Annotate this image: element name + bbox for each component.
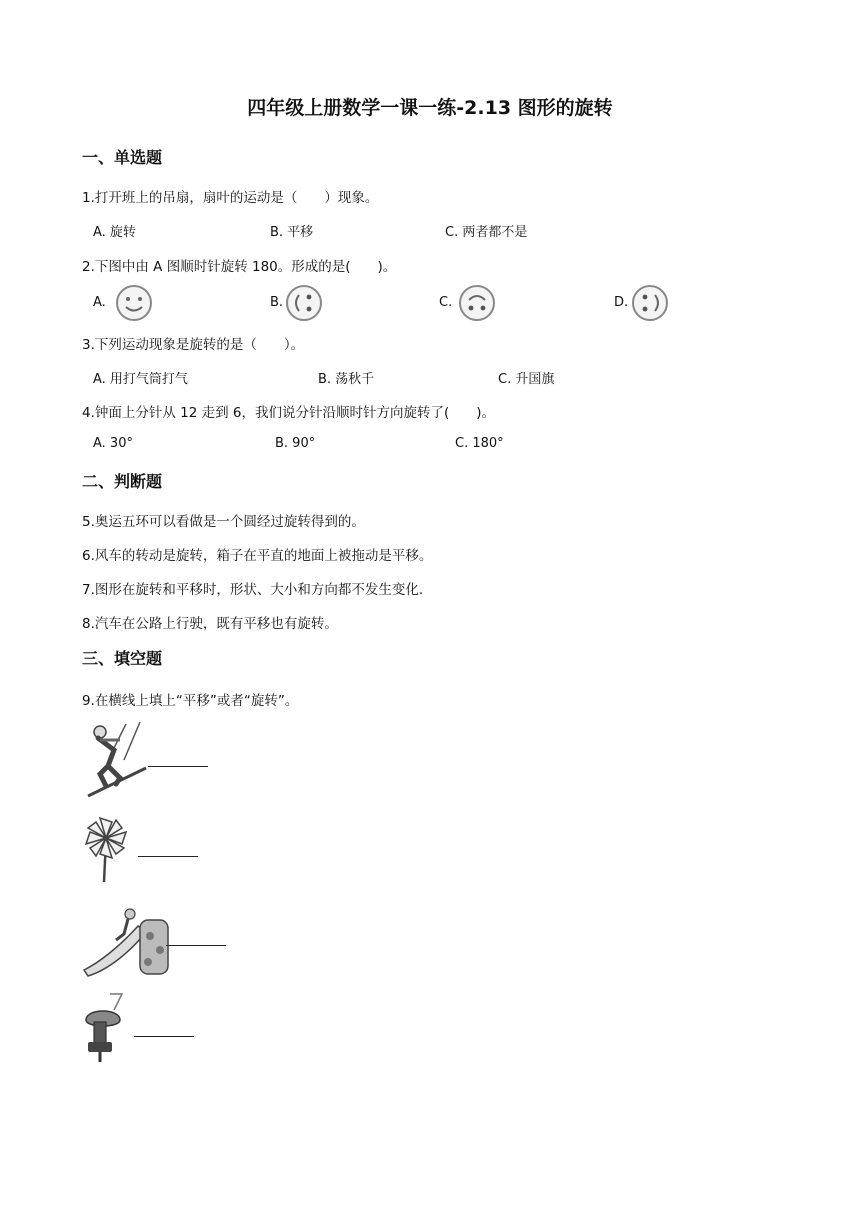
page-title: 四年级上册数学一课一练-2.13 图形的旋转 bbox=[247, 97, 613, 119]
answer-blank-pinwheel[interactable] bbox=[138, 856, 198, 857]
q2-option-c: C. bbox=[439, 295, 453, 310]
smiley-face-icon bbox=[114, 283, 154, 323]
answer-blank-pump[interactable] bbox=[134, 1036, 194, 1037]
q3-option-c: C. 升国旗 bbox=[498, 372, 555, 387]
section-heading-single-choice: 一、单选题 bbox=[82, 148, 163, 167]
smiley-face-icon bbox=[457, 283, 497, 323]
q4-option-b: B. 90° bbox=[275, 436, 316, 451]
question-2: 2.下图中由 A 图顺时针旋转 180。形成的是( )。 bbox=[82, 259, 397, 275]
q2-option-a: A. bbox=[93, 295, 106, 310]
q1-option-c: C. 两者都不是 bbox=[445, 225, 528, 240]
question-4: 4.钟面上分针从 12 走到 6，我们说分针沿顺时针方向旋转了( )。 bbox=[82, 405, 496, 421]
question-9: 9.在横线上填上“平移”或者“旋转”。 bbox=[82, 693, 299, 709]
question-3: 3.下列运动现象是旋转的是（ ）。 bbox=[82, 337, 305, 353]
q4-option-a: A. 30° bbox=[93, 436, 133, 451]
q1-option-a: A. 旋转 bbox=[93, 225, 136, 240]
answer-blank-slide[interactable] bbox=[166, 945, 226, 946]
q3-option-b: B. 荡秋千 bbox=[318, 372, 375, 387]
section-heading-fill-blank: 三、填空题 bbox=[82, 649, 163, 668]
question-1: 1.打开班上的吊扇，扇叶的运动是（ ）现象。 bbox=[82, 190, 379, 206]
question-8: 8.汽车在公路上行驶，既有平移也有旋转。 bbox=[82, 616, 338, 632]
pinwheel-icon bbox=[80, 810, 136, 884]
question-7: 7.图形在旋转和平移时，形状、大小和方向都不发生变化. bbox=[82, 582, 424, 598]
q3-option-a: A. 用打气筒打气 bbox=[93, 372, 188, 387]
q1-option-b: B. 平移 bbox=[270, 225, 314, 240]
pump-icon bbox=[80, 992, 134, 1064]
question-6: 6.风车的转动是旋转，箱子在平直的地面上被拖动是平移。 bbox=[82, 548, 433, 564]
skier-icon bbox=[80, 716, 150, 800]
section-heading-true-false: 二、判断题 bbox=[82, 472, 163, 491]
slide-icon bbox=[80, 904, 176, 978]
question-5: 5.奥运五环可以看做是一个圆经过旋转得到的。 bbox=[82, 514, 365, 530]
answer-blank-skier[interactable] bbox=[148, 766, 208, 767]
smiley-face-icon bbox=[630, 283, 670, 323]
q2-option-d: D. bbox=[614, 295, 629, 310]
smiley-face-icon bbox=[284, 283, 324, 323]
q4-option-c: C. 180° bbox=[455, 436, 504, 451]
q2-option-b: B. bbox=[270, 295, 284, 310]
